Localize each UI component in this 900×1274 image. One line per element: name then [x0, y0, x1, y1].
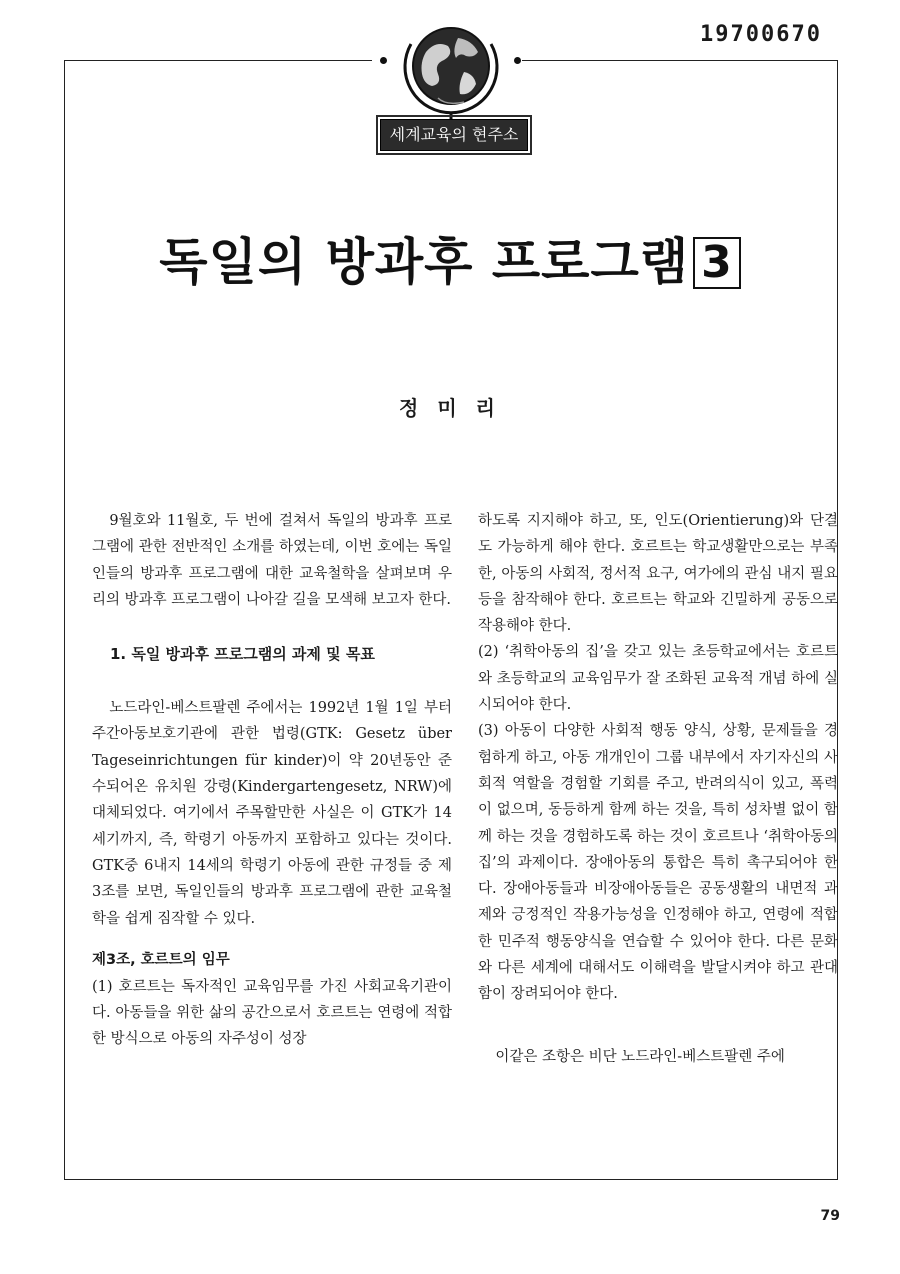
- list-item: (2) ‘취학아동의 집’을 갖고 있는 초등학교에서는 호르트와 초등학교의 교육임무가 잘 조화된 교육적 개념 하에 실시되어야 한다.: [478, 644, 838, 714]
- article-title: [0, 222, 900, 294]
- list-item: (1) 호르트는 독자적인 교육임무를 가진 사회교육기관이다. 아동들을 위한 삶의 공간으로서 호르트는 연령에 적합한 방식으로 아동의 자주성이 성장: [92, 978, 452, 1048]
- globe-icon: [386, 14, 516, 132]
- right-column: [478, 508, 838, 1070]
- article-title-text: 독일의 방과후 프로그램: [159, 233, 690, 291]
- left-column: [92, 508, 452, 1053]
- list-item: (3) 아동이 다양한 사회적 행동 양식, 상황, 문제들을 경험하게 하고, 아동 개개인이 그룹 내부에서 자기자신의 사회적 역할을 경험할 기회를 주고, 반려의식이 있고, 폭력이 없으며, 동등하게 함께 하는 것을, 특히 성차별 없이 함께 하는 것을 경험하도록 하는 것이 호르트나 ‘취학아동의 집’의 과제이다. 장애아동의 통합은 특히 촉구되어야 한다. 장애아동들과 비장애아동들은 공동생활의 내면적 과제와 긍정적인 작용가능성을 인정해야 하고, 연령에 적합한 민주적 행동양식을 연습할 수 있어야 한다. 다른 문화와 다른 세계에 대해서도 이해력을 발달시켜야 하고 관대함이 장려되어야 한다.: [478, 723, 838, 1003]
- section-badge: 세계교육의 현주소: [380, 119, 528, 151]
- section-heading: 1. 독일 방과후 프로그램의 과제 및 목표: [110, 645, 375, 664]
- issue-number-box: 3: [693, 237, 741, 289]
- body-paragraph: 노드라인-베스트팔렌 주에서는 1992년 1월 1일 부터 주간아동보호기관에 관한 법령(GTK: Gesetz über Tageseinrichtungen für kinder)이 약 20년동안 준수되어온 유치원 강령(Kindergartengesetz, NRW)에 대체되었다. 여기에서 주목할만한 사실은 이 GTK가 14세기까지, 즉, 학령기 아동까지 포함하고 있다는 것이다. GTK중 6내지 14세의 학령기 아동에 관한 규정들 중 제 3조를 보면, 독일인들의 방과후 프로그램에 관한 교육철학을 쉽게 짐작할 수 있다.: [92, 700, 452, 927]
- page-number: 79: [820, 1208, 840, 1224]
- list-item-continued: 하도록 지지해야 하고, 또, 인도(Orientierung)와 단결도 가능하게 해야 한다. 호르트는 학교생활만으로는 부족한, 아동의 사회적, 정서적 요구, 여가에의 관심 내지 필요 등을 참작해야 한다. 호르트는 학교와 긴밀하게 공동으로 작용해야 한다.: [478, 513, 838, 635]
- subheading: 제3조, 호르트의 임무: [92, 951, 230, 968]
- intro-paragraph: 9월호와 11월호, 두 번에 걸쳐서 독일의 방과후 프로그램에 관한 전반적인 소개를 하였는데, 이번 호에는 독일인들의 방과후 프로그램에 대한 교육철학을 살펴보며 우리의 방과후 프로그램이 나아갈 길을 모색해 보고자 한다.: [92, 513, 452, 608]
- document-id: 19700670: [700, 22, 822, 47]
- author-name: 정 미 리: [399, 396, 501, 420]
- closing-paragraph: 이같은 조항은 비단 노드라인-베스트팔렌 주에: [495, 1048, 785, 1065]
